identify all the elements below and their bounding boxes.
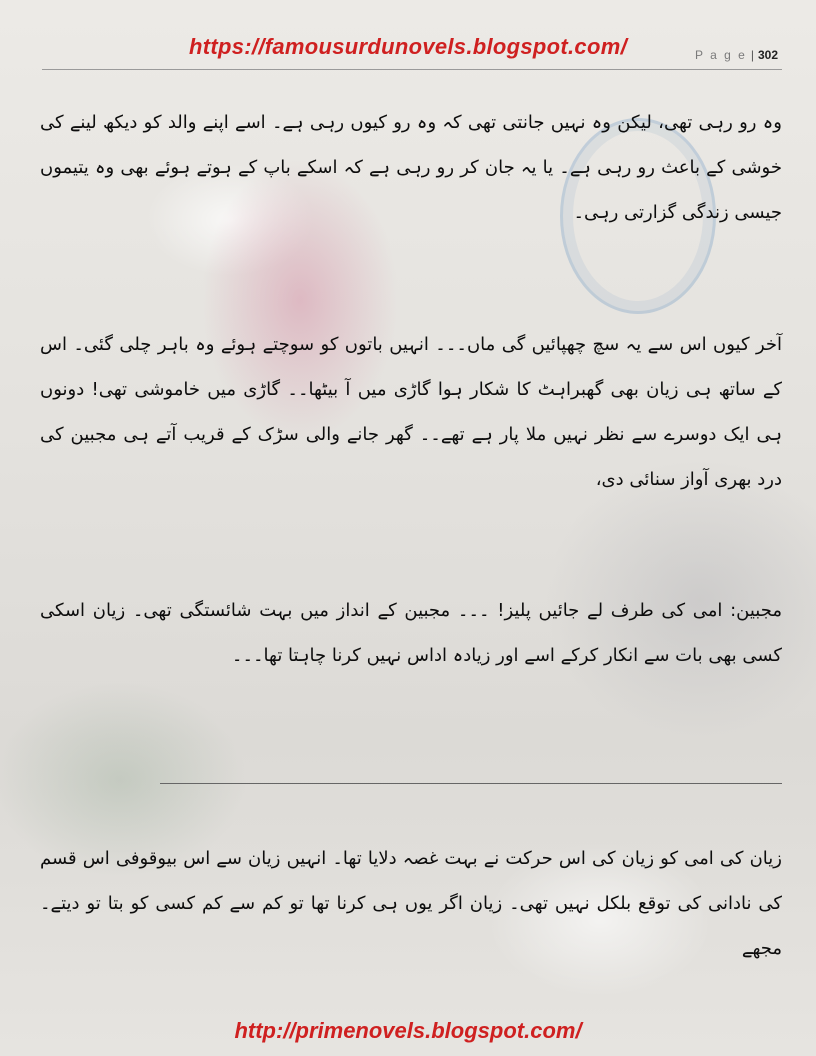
header-url: https://famousurdunovels.blogspot.com/ bbox=[189, 34, 627, 59]
page-separator: | bbox=[750, 48, 754, 62]
paragraph-1: وہ رو رہی تھی، لیکن وہ نہیں جانتی تھی کہ وہ رو کیوں رہی ہے۔ اسے اپنے والد کو دیکھ لینے کی خوشی کے باعث رو رہی ہے۔ یا یہ جان کر رو رہی ہے کہ اسکے باپ کے ہوتے ہوئے بھی وہ یتیموں جیسی زندگی گزارتی رہی۔ bbox=[40, 112, 782, 223]
section-divider bbox=[160, 783, 782, 784]
paragraph-2-block bbox=[40, 322, 782, 502]
page-number: 302 bbox=[757, 48, 778, 62]
paragraph-2: آخر کیوں اس سے یہ سچ چھپائیں گی ماں۔۔۔ انہیں باتوں کو سوچتے ہوئے وہ باہر چلی گئی۔ اس کے ساتھ ہی زیان بھی گھبراہٹ کا شکار ہوا گاڑی میں آ بیٹھا۔۔ گاڑی میں خاموشی تھی! دونوں ہی ایک دوسرے سے نظر نہیں ملا پار ہے تھے۔۔ گھر جانے والی سڑک کے قریب آتے ہی مجبین کی درد بھری آواز سنائی دی، bbox=[40, 334, 782, 490]
paragraph-4-block bbox=[40, 836, 782, 971]
paragraph-4: زیان کی امی کو زیان کی اس حرکت نے بہت غصہ دلایا تھا۔ انہیں زیان سے اس بیوقوفی اس قسم کی نادانی کی توقع بلکل نہیں تھی۔ زیان اگر یوں ہی کرنا تھا تو کم سے کم کسی کو بتا تو دیتے۔ مجھے bbox=[40, 848, 782, 959]
paragraph-1-block bbox=[40, 100, 782, 235]
paragraph-3-block bbox=[40, 588, 782, 678]
footer-url: http://primenovels.blogspot.com/ bbox=[234, 1018, 582, 1043]
header-divider bbox=[42, 69, 782, 70]
page-number-label bbox=[695, 48, 778, 62]
page-label: P a g e bbox=[695, 48, 747, 62]
paragraph-3: مجبین: امی کی طرف لے جائیں پلیز! ۔۔۔ مجبین کے انداز میں بہت شائستگی تھی۔ زیان اسکی کسی بھی بات سے انکار کرکے اسے اور زیادہ اداس نہیں کرنا چاہتا تھا۔۔۔ bbox=[40, 600, 782, 666]
